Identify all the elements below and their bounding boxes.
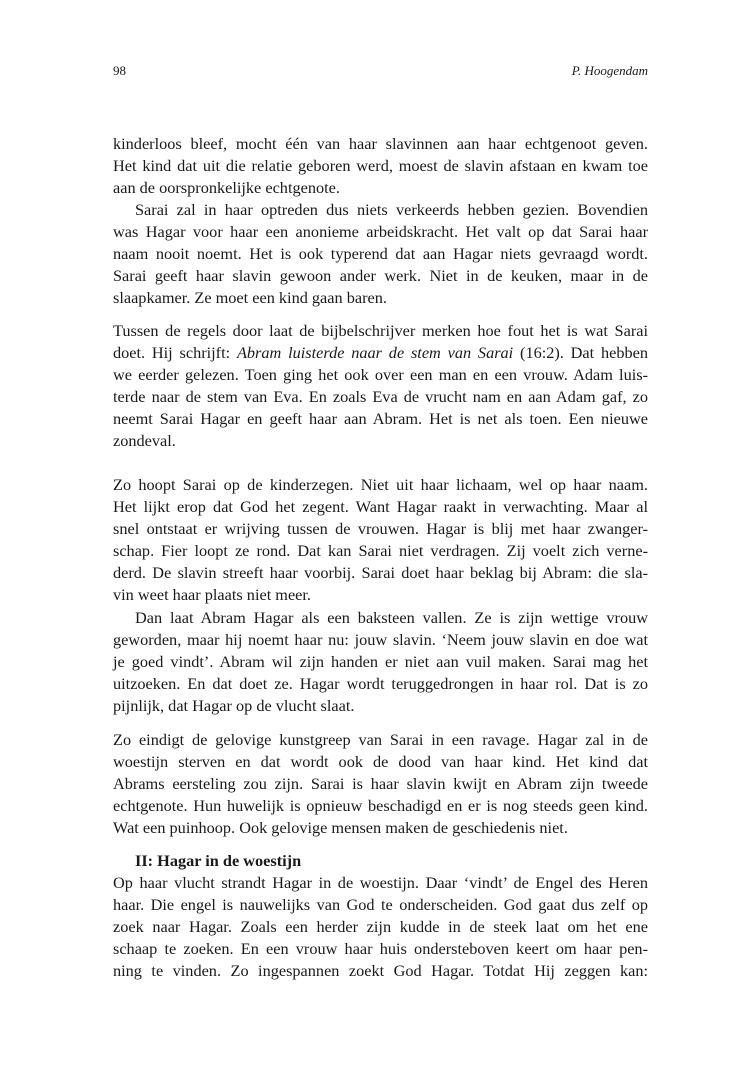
text-line: derd. De slavin streeft haar voorbij. Sarai doet haar beklag bij Abram: die sla-	[113, 563, 648, 583]
text-line: zoek naar Hagar. Zoals een herder zijn kudde in de steek laat om het ene	[113, 917, 648, 937]
text-line: kinderloos bleef, mocht één van haar slavinnen aan haar echtgenoot geven.	[113, 134, 648, 153]
text-line: Sarai geeft haar slavin gewoon ander werk. Niet in de keuken, maar in de	[113, 266, 648, 286]
text-line: je goed vindt’. Abram wil zijn handen er niet aan vuil maken. Sarai mag het	[113, 652, 648, 672]
text-line: zondeval.	[113, 431, 176, 451]
page-number: 98	[113, 63, 126, 78]
text-line: we eerder gelezen. Toen ging het ook over een man en een vrouw. Adam luis-	[113, 365, 648, 385]
text-line: schaap te zoeken. En een vrouw haar huis ondersteboven keert om haar pen-	[113, 939, 648, 959]
text-line: Het kind dat uit die relatie geboren werd, moest de slavin afstaan en kwam toe	[113, 156, 648, 176]
text-line: terde naar de stem van Eva. En zoals Eva de vrucht nam en aan Adam gaf, zo	[113, 387, 648, 407]
text-line: ning te vinden. Zo ingespannen zoekt God Hagar. Totdat Hij zeggen kan:	[113, 961, 648, 981]
text-line: haar. Die engel is nauwelijks van God te onderscheiden. God gaat dus zelf op	[113, 895, 648, 915]
text-line: aan de oorspronkelijke echtgenote.	[113, 178, 340, 198]
text-line: naam nooit noemt. Het is ook typerend dat aan Hagar niets gevraagd wordt.	[113, 244, 648, 264]
text-line-with-quote	[113, 342, 648, 364]
text-line: Tussen de regels door laat de bijbelschrijver merken hoe fout het is wat Sarai	[113, 321, 648, 340]
text-segment: doet. Hij schrijft:	[113, 343, 237, 363]
paragraph-5	[113, 607, 648, 717]
text-line: Zo hoopt Sarai op de kinderzegen. Niet uit haar lichaam, wel op haar naam.	[113, 475, 648, 494]
text-line: Het lijkt erop dat God het zegent. Want Hagar raakt in verwachting. Maar al	[113, 497, 648, 517]
text-line: uitzoeken. En dat doet ze. Hagar wordt teruggedrongen in haar rol. Dat is zo	[113, 674, 648, 694]
text-line: echtgenote. Hun huwelijk is opnieuw beschadigd en er is nog steeds geen kind.	[113, 796, 648, 816]
text-line: Abrams eersteling zou zijn. Sarai is haar slavin kwijt en Abram zijn tweede	[113, 774, 648, 794]
paragraph-6	[113, 729, 648, 839]
section-ii	[113, 850, 648, 983]
bible-quote: Abram luisterde naar de stem van Sarai	[236, 343, 514, 363]
text-line: woestijn sterven en dat wordt ook de dood van haar kind. Het kind dat	[113, 752, 648, 772]
text-segment: (16:2). Dat hebben	[513, 343, 649, 363]
text-line: was Hagar voor haar een anonieme arbeidskracht. Het valt op dat Sarai haar	[113, 222, 648, 242]
text-line: snel ontstaat er wrijving tussen de vrouwen. Hagar is blij met haar zwanger-	[113, 519, 648, 539]
text-line: vin weet haar plaats niet meer.	[113, 585, 312, 605]
paragraph-1	[113, 133, 648, 199]
paragraph-3	[113, 320, 648, 453]
section-heading: II: Hagar in de woestijn	[135, 851, 302, 870]
text-line: Zo eindigt de gelovige kunstgreep van Sarai in een ravage. Hagar zal in de	[113, 730, 648, 749]
text-line: Op haar vlucht strandt Hagar in de woestijn. Daar ‘vindt’ de Engel des Heren	[113, 873, 648, 893]
text-line: schap. Fier loopt ze rond. Dat kan Sarai niet verdragen. Zij voelt zich verne-	[113, 541, 648, 561]
running-header-author: P. Hoogendam	[571, 63, 648, 78]
text-line: Dan laat Abram Hagar als een baksteen vallen. Ze is zijn wettige vrouw	[135, 608, 648, 627]
text-line: pijnlijk, dat Hagar op de vlucht slaat.	[113, 696, 355, 716]
paragraph-2	[113, 199, 648, 309]
text-line: Wat een puinhoop. Ook gelovige mensen maken de geschiedenis niet.	[113, 818, 568, 838]
paragraph-4	[113, 474, 648, 607]
text-line: neemt Sarai Hagar en geeft haar aan Abram. Het is net als toen. Een nieuwe	[113, 409, 648, 429]
text-line: geworden, maar hij noemt haar nu: jouw slavin. ‘Neem jouw slavin en doe wat	[113, 630, 648, 650]
text-line: Sarai zal in haar optreden dus niets verkeerds hebben gezien. Bovendien	[135, 200, 648, 219]
text-line: slaapkamer. Ze moet een kind gaan baren.	[113, 288, 387, 308]
